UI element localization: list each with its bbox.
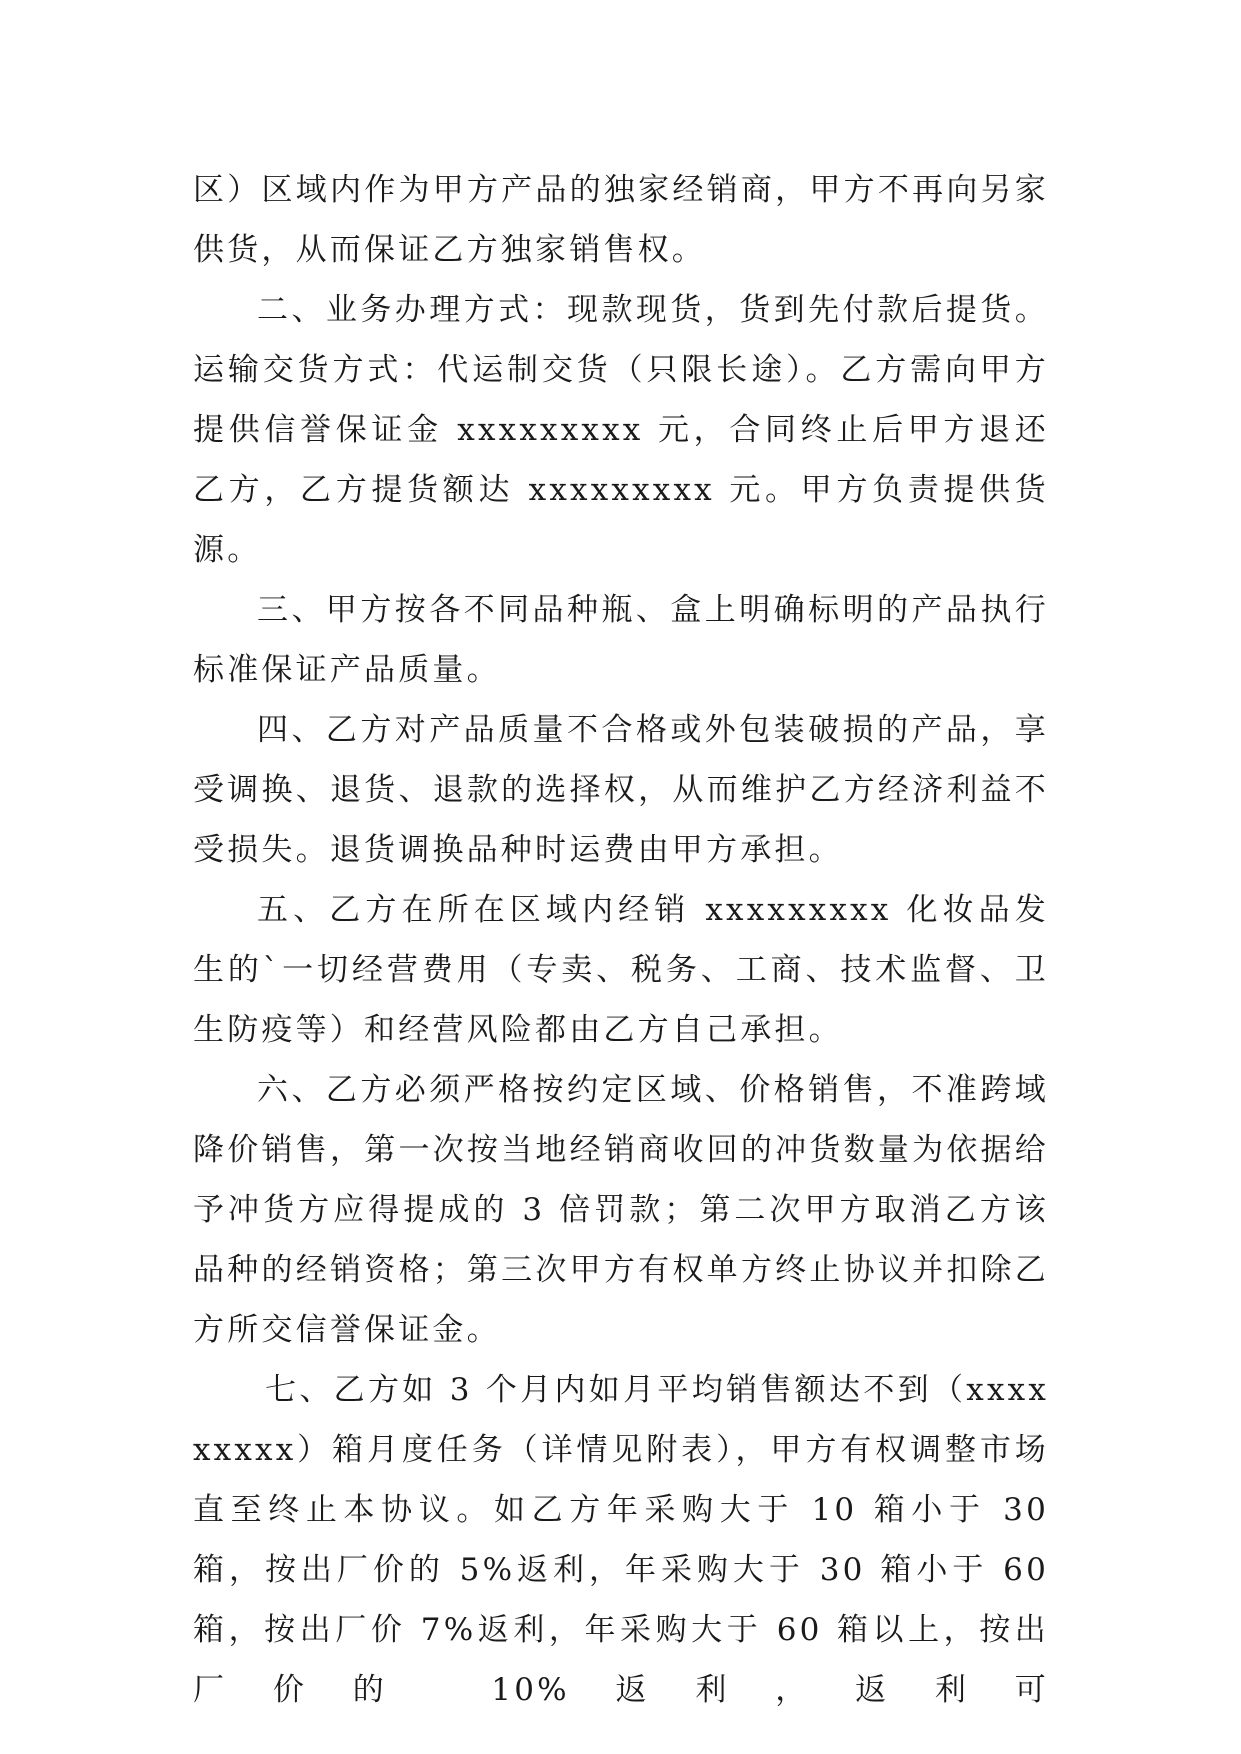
- paragraph-clause-5-expenses: 五、乙方在所在区域内经销 xxxxxxxxx 化妆品发生的`一切经营费用（专卖、税务、工商、技术监督、卫生防疫等）和经营风险都由乙方自己承担。: [193, 892, 1049, 1048]
- paragraph-clause-7-sales-targets: 七、乙方如 3 个月内如月平均销售额达不到（xxxxxxxxx）箱月度任务（详情见附表），甲方有权调整市场直至终止本协议。如乙方年采购大于 10 箱小于 30 箱，按出厂价的 5%返利，年采购大于 30 箱小于 60 箱，按出厂价 7%返利，年采购大于 60 箱以上，按出厂价的 10%返利，返利可: [193, 1372, 1049, 1708]
- paragraph-exclusive-dealer: 区）区域内作为甲方产品的独家经销商，甲方不再向另家供货，从而保证乙方独家销售权。: [193, 172, 1049, 268]
- paragraph-clause-4-returns: 四、乙方对产品质量不合格或外包装破损的产品，享受调换、退货、退款的选择权，从而维护乙方经济利益不受损失。退货调换品种时运费由甲方承担。: [193, 712, 1049, 868]
- paragraph-clause-3-quality: 三、甲方按各不同品种瓶、盒上明确标明的产品执行标准保证产品质量。: [193, 592, 1049, 688]
- paragraph-clause-2-business-method: 二、业务办理方式：现款现货，货到先付款后提货。运输交货方式：代运制交货（只限长途）。乙方需向甲方提供信誉保证金 xxxxxxxxx 元，合同终止后甲方退还乙方，乙方提货额达 xxxxxxxxx 元。甲方负责提供货源。: [193, 292, 1049, 568]
- document-body: [193, 160, 1049, 1720]
- paragraph-clause-6-pricing: 六、乙方必须严格按约定区域、价格销售，不准跨域降价销售，第一次按当地经销商收回的冲货数量为依据给予冲货方应得提成的 3 倍罚款；第二次甲方取消乙方该品种的经销资格；第三次甲方有权单方终止协议并扣除乙方所交信誉保证金。: [193, 1072, 1049, 1348]
